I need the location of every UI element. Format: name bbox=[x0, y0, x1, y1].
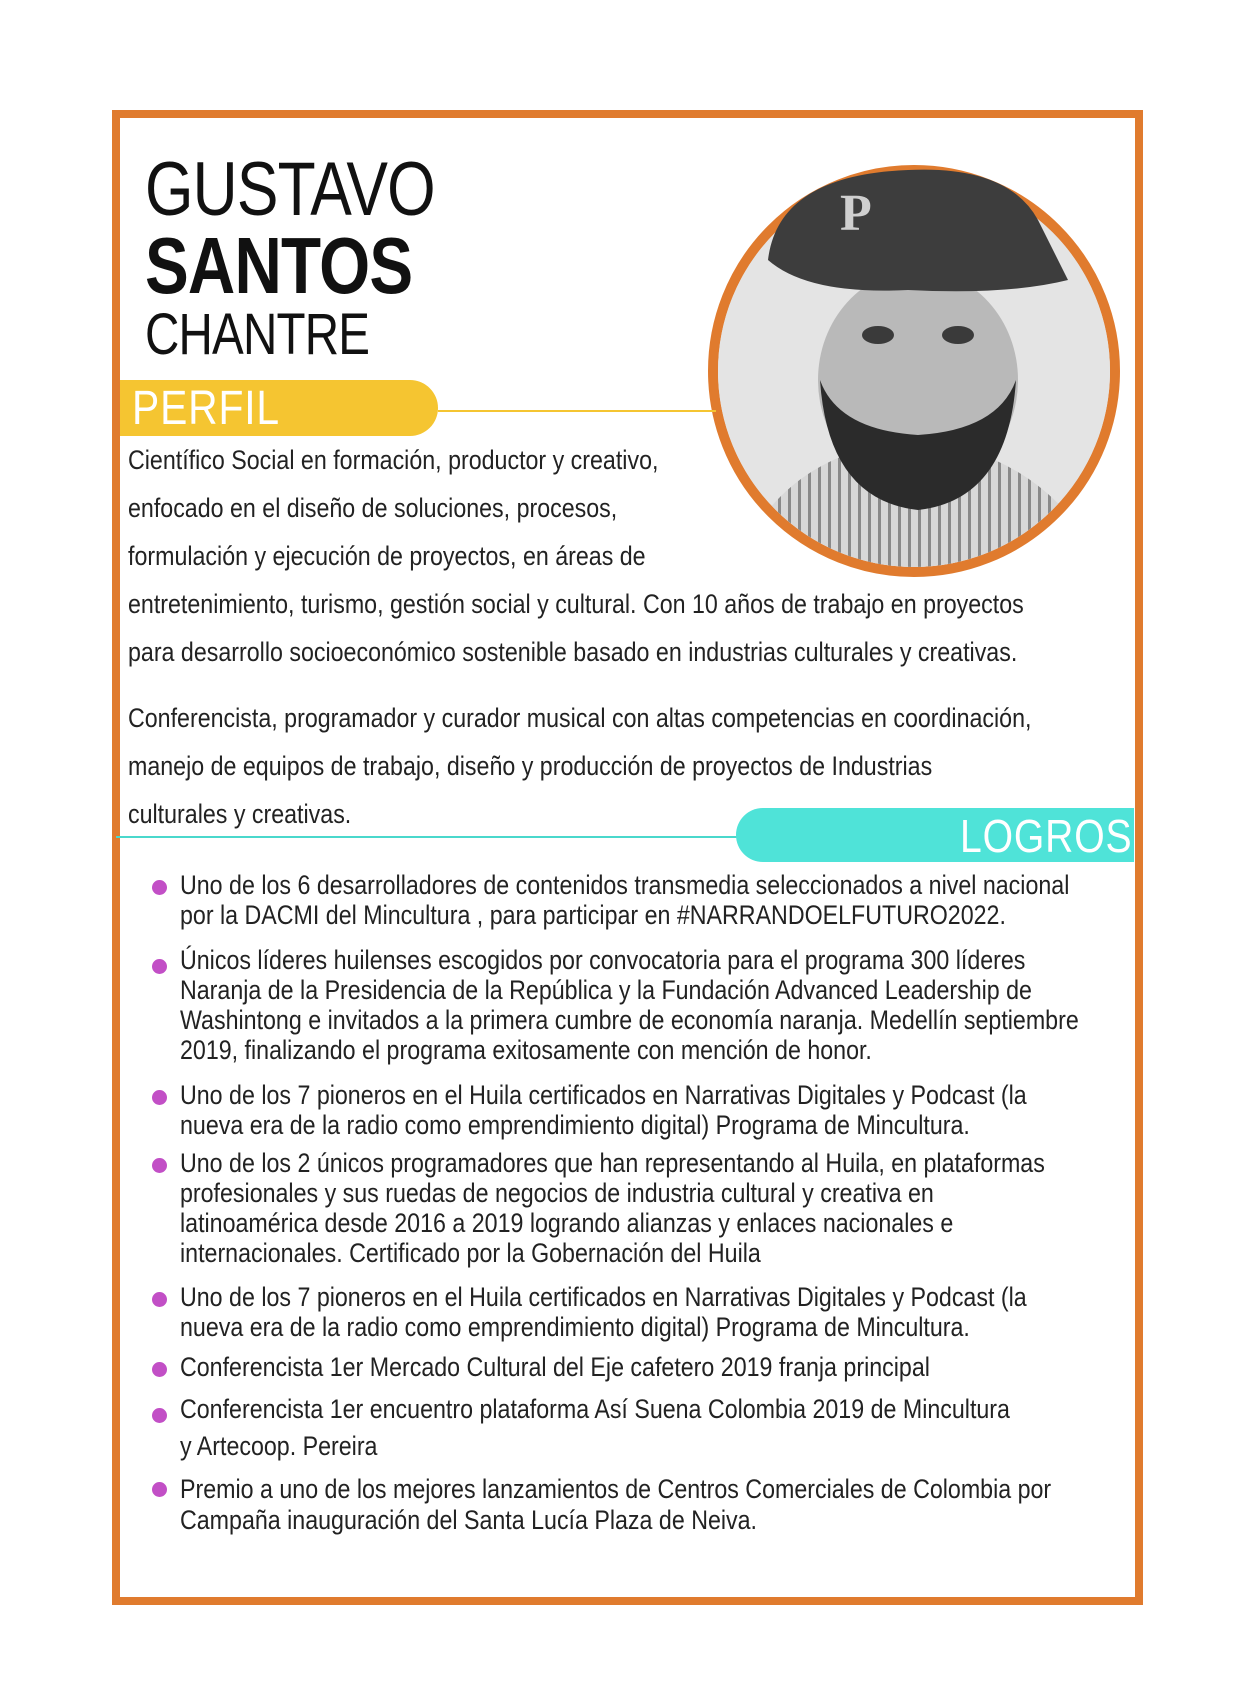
perfil-divider bbox=[438, 410, 716, 412]
logros-heading: LOGROS bbox=[960, 810, 1133, 862]
achievement-line: Washintong e invitados a la primera cumbre de economía naranja. Medellín septiembre bbox=[180, 1005, 1079, 1035]
bullet-dot bbox=[152, 1482, 167, 1497]
achievement-line: Conferencista 1er encuentro plataforma Así Suena Colombia 2019 de Mincultura bbox=[180, 1394, 1010, 1424]
paragraph-line: Científico Social en formación, productor y creativo, bbox=[128, 445, 659, 475]
achievement-line: Uno de los 7 pioneros en el Huila certificados en Narrativas Digitales y Podcast (la bbox=[180, 1080, 1027, 1110]
achievement-line: Conferencista 1er Mercado Cultural del Eje cafetero 2019 franja principal bbox=[180, 1352, 930, 1382]
paragraph-line: manejo de equipos de trabajo, diseño y producción de proyectos de Industrias bbox=[128, 751, 933, 781]
achievement-line: Premio a uno de los mejores lanzamientos de Centros Comerciales de Colombia por bbox=[180, 1474, 1052, 1504]
paragraph-line: enfocado en el diseño de soluciones, procesos, bbox=[128, 493, 618, 523]
achievement-line: y Artecoop. Pereira bbox=[180, 1431, 378, 1461]
achievement-line: por la DACMI del Mincultura , para participar en #NARRANDOELFUTURO2022. bbox=[180, 900, 1006, 930]
first-name: GUSTAVO bbox=[145, 147, 435, 232]
paragraph-line: formulación y ejecución de proyectos, en áreas de bbox=[128, 541, 646, 571]
bullet-dot bbox=[152, 959, 167, 974]
achievement-line: nueva era de la radio como emprendimiento digital) Programa de Mincultura. bbox=[180, 1312, 970, 1342]
achievement-line: latinoamérica desde 2016 a 2019 logrando alianzas y enlaces nacionales e bbox=[180, 1208, 954, 1238]
bullet-dot bbox=[152, 1362, 167, 1377]
bullet-dot bbox=[152, 1090, 167, 1105]
achievement-line: Únicos líderes huilenses escogidos por convocatoria para el programa 300 líderes bbox=[180, 945, 1026, 975]
achievement-line: internacionales. Certificado por la Gobernación del Huila bbox=[180, 1238, 761, 1268]
logros-divider bbox=[116, 836, 746, 838]
achievement-line: Naranja de la Presidencia de la República y la Fundación Advanced Leadership de bbox=[180, 975, 1032, 1005]
bullet-dot bbox=[152, 1292, 167, 1307]
achievement-line: nueva era de la radio como emprendimiento digital) Programa de Mincultura. bbox=[180, 1110, 970, 1140]
last-name: SANTOS bbox=[145, 221, 413, 310]
bullet-dot bbox=[152, 1408, 167, 1423]
second-last-name: CHANTRE bbox=[145, 302, 370, 367]
bullet-dot bbox=[152, 880, 167, 895]
achievement-line: Campaña inauguración del Santa Lucía Plaza de Neiva. bbox=[180, 1505, 758, 1535]
achievement-line: Uno de los 6 desarrolladores de contenidos transmedia seleccionados a nivel nacional bbox=[180, 870, 1070, 900]
achievement-line: profesionales y sus ruedas de negocios de industria cultural y creativa en bbox=[180, 1178, 934, 1208]
paragraph-line: entretenimiento, turismo, gestión social y cultural. Con 10 años de trabajo en proyectos bbox=[128, 589, 1024, 619]
paragraph-line: para desarrollo socioeconómico sostenible basado en industrias culturales y creativas. bbox=[128, 637, 1018, 667]
perfil-heading: PERFIL bbox=[132, 382, 280, 435]
perfil-paragraph-1 bbox=[128, 436, 1118, 676]
paragraph-line: culturales y creativas. bbox=[128, 799, 352, 829]
bullet-dot bbox=[152, 1158, 167, 1173]
svg-text:P: P bbox=[840, 185, 872, 242]
paragraph-line: Conferencista, programador y curador musical con altas competencias en coordinación, bbox=[128, 703, 1032, 733]
achievement-line: Uno de los 7 pioneros en el Huila certificados en Narrativas Digitales y Podcast (la bbox=[180, 1282, 1027, 1312]
achievement-line: Uno de los 2 únicos programadores que han representando al Huila, en plataformas bbox=[180, 1148, 1045, 1178]
achievement-line: 2019, finalizando el programa exitosamente con mención de honor. bbox=[180, 1035, 872, 1065]
